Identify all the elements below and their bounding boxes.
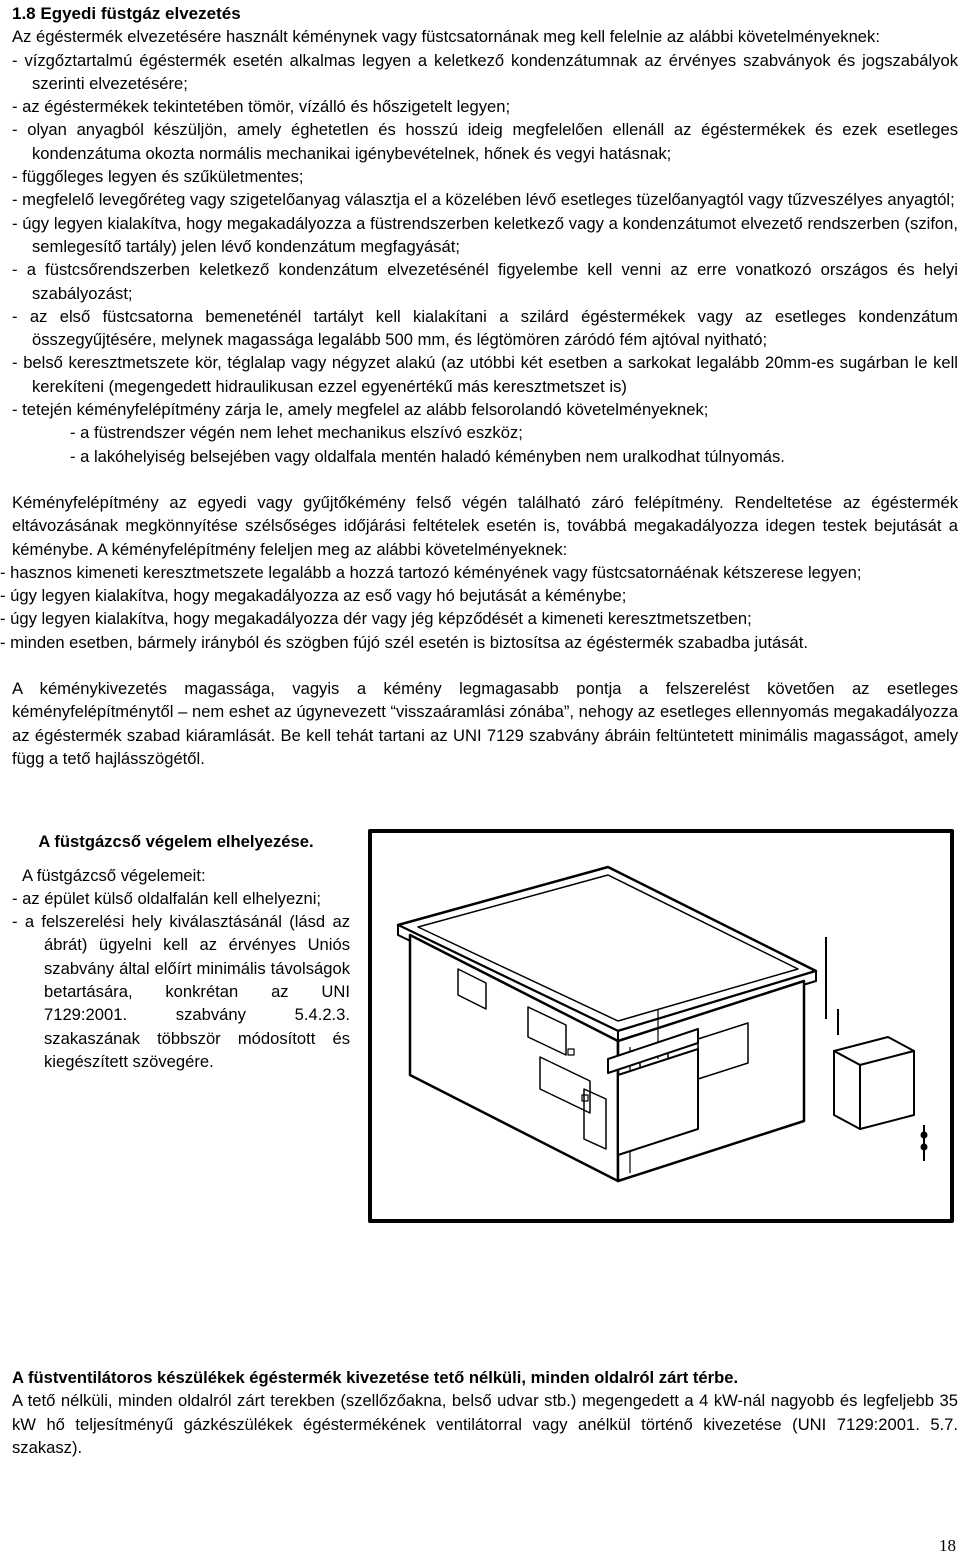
cap-requirements-list xyxy=(0,561,958,654)
terminal-text xyxy=(12,830,350,1073)
cap-requirement-item: - úgy legyen kialakítva, hogy megakadályozza az eső vagy hó bejutását a kéménybe; xyxy=(0,586,627,606)
terminal-title: A füstgázcső végelem elhelyezése. xyxy=(38,832,314,852)
terminal-lead: A füstgázcső végelemeit: xyxy=(22,865,206,885)
requirement-item: - olyan anyagból készüljön, amely éghetetlen és hosszú ideig megfelelően ellenáll az égéstermékek és ezek esetleges kondenzátuma okozta normális mechanikai igénybevételnek, hőnek és vegyi hatásnak; xyxy=(12,120,958,163)
requirements-list xyxy=(12,49,958,468)
sub-requirement-item: - a füstrendszer végén nem lehet mechanikus elszívó eszköz; xyxy=(70,423,523,443)
terminal-section xyxy=(12,830,958,1220)
section-intro: Az égéstermék elvezetésére használt kéménynek vagy füstcsatornának meg kell felelnie az alábbi követelményeknek: xyxy=(12,27,880,47)
height-paragraph: A kéménykivezetés magassága, vagyis a kémény legmagasabb pontja a felszerelést követően az esetleges kéményfelépítménytől – nem eshet az úgynevezett “visszaáramlási zónába”, nehogy az esetleges ellennyomás megakadályozza az égéstermék szabad kiáramlását. Be kell tehát tartani az UNI 7129 szabvány ábráin feltüntetett minimális magasságot, amely függ a tető hajlásszögétől. xyxy=(12,679,958,768)
requirement-item: - úgy legyen kialakítva, hogy megakadályozza a füstrendszerben keletkező vagy a kondenzátumot elvezető rendszerben (szifon, semlegesítő tartály) jelen lévő kondenzátum megfagyását; xyxy=(12,213,958,256)
page-number: 18 xyxy=(939,1536,956,1555)
cap-requirement-item: - minden esetben, bármely irányból és szögben fújó szél esetén is biztosítsa az égéstermék szabadba jutását. xyxy=(0,632,809,652)
building-figure xyxy=(368,829,954,1223)
cap-requirement-item: - hasznos kimeneti keresztmetszete legalább a hozzá tartozó kéményének vagy füstcsatornáénak kétszerese legyen; xyxy=(0,562,862,582)
cap-requirement-item: - úgy legyen kialakítva, hogy megakadályozza dér vagy jég képződését a kimeneti keresztmetszetben; xyxy=(0,609,752,629)
requirement-item: - belső keresztmetszete kör, téglalap vagy négyzet alakú (az utóbbi két esetben a sarkokat legalább 20mm-es sugárban le kell kerekíteni (megengedett hidraulikusan ezzel egyenértékű más keresztmetszet is) xyxy=(12,353,958,396)
terminal-item: - a felszerelési hely kiválasztásánál (lásd az ábrát) ügyelni kell az érvényes Uniós szabvány által előírt minimális távolságok betartására, konkrétan az UNI 7129:2001. szabvány 5.4.2.3. szakaszának többször módosított és kiegészített szövegére. xyxy=(12,912,350,1071)
document-page xyxy=(0,2,958,1220)
requirement-item: - vízgőztartalmú égéstermék esetén alkalmas legyen a keletkező kondenzátumnak az érvényes szabványok és jogszabályok szerinti elvezetésére; xyxy=(12,50,958,93)
requirement-item: - megfelelő levegőréteg vagy szigetelőanyag választja el a közelében lévő esetleges tüzelőanyagtól vagy tűzveszélyes anyagtól; xyxy=(12,190,955,210)
section-heading: 1.8 Egyedi füstgáz elvezetés xyxy=(12,4,241,23)
fan-section xyxy=(12,1366,958,1459)
sub-requirement-item: - a lakóhelyiség belsejében vagy oldalfala mentén haladó kéményben nem uralkodhat túlnyomás. xyxy=(70,446,785,466)
cap-intro: Kéményfelépítmény az egyedi vagy gyűjtőkémény felső végén található záró felépítmény. Rendeltetése az égéstermék eltávozásának megkönnyítése szélsőséges időjárási feltételek esetén is, továbbá megakadályozza idegen testek bejutását a kéménybe. A kéményfelépítmény feleljen meg az alábbi követelményeknek: xyxy=(12,492,958,559)
requirement-item: - függőleges legyen és szűkületmentes; xyxy=(12,167,304,187)
fan-title: A füstventilátoros készülékek égéstermék kivezetése tető nélküli, minden oldalról zárt térbe. xyxy=(12,1368,739,1387)
requirement-item: - a füstcsőrendszerben keletkező kondenzátum elvezetésénél figyelembe kell venni az erre vonatkozó országos és helyi szabályozást; xyxy=(12,260,958,303)
requirement-item: - tetején kéményfelépítmény zárja le, amely megfelel az alább felsorolandó követelményeknek; xyxy=(12,400,709,420)
fan-body: A tető nélküli, minden oldalról zárt terekben (szellőzőakna, belső udvar stb.) megengedett a 4 kW-nál nagyobb és legfeljebb 35 kW hő teljesítményű gázkészülékek égéstermékének ventilátorral vagy anélkül történő kivezetése (UNI 7129:2001. 5.7. szakasz). xyxy=(12,1391,958,1457)
terminal-item: - az épület külső oldalfalán kell elhelyezni; xyxy=(12,888,322,908)
requirement-item: - az első füstcsatorna bemeneténél tartályt kell kialakítani a szilárd égéstermékek vagy az esetleges kondenzátum összegyűjtésére, melynek magassága legalább 500 mm, és légtömören záródó fém ajtóval nyitható; xyxy=(12,306,958,350)
requirement-item: - az égéstermékek tekintetében tömör, vízálló és hőszigetelt legyen; xyxy=(12,97,511,117)
building-terminal-placement-illustration-icon xyxy=(368,829,954,1223)
